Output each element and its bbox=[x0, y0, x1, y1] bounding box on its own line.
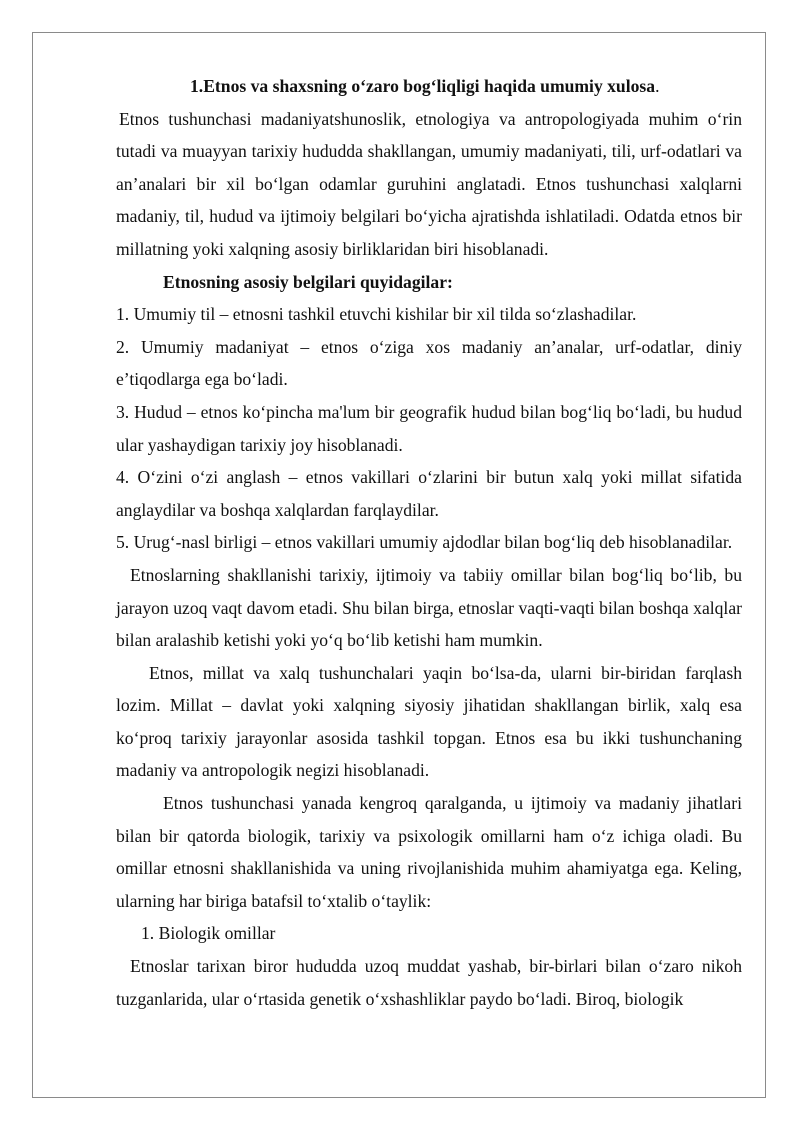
document-body bbox=[116, 70, 742, 1015]
biological-heading: 1. Biologik omillar bbox=[141, 923, 276, 944]
document-title bbox=[116, 70, 742, 103]
nation-paragraph: Etnos, millat va xalq tushunchalari yaqin bo‘lsa-da, ularni bir-biridan farqlash lozim. Millat – davlat yoki xalqning siyosiy jihatidan shakllangan birlik, xalq esa ko‘proq tarixiy jarayonlar asosida tashkil topgan. Etnos esa bu ikki tushunchaning madaniy va antropologik negizi hisoblanadi. bbox=[116, 662, 742, 781]
features-heading: Etnosning asosiy belgilari quyidagilar: bbox=[163, 271, 453, 292]
formation-paragraph: Etnoslarning shakllanishi tarixiy, ijtimoiy va tabiiy omillar bilan bog‘liq bo‘lib, bu jarayon uzoq vaqt davom etadi. Shu bilan birga, etnoslar vaqti-vaqti bilan boshqa xalqlar bilan aralashib ketishi yoki yo‘q bo‘lib ketishi ham mumkin. bbox=[116, 564, 742, 651]
feature-item-1: 1. Umumiy til – etnosni tashkil etuvchi kishilar bir xil tilda so‘zlashadilar. bbox=[116, 304, 637, 325]
feature-item-4: 4. O‘zini o‘zi anglash – etnos vakillari o‘zlarini bir butun xalq yoki millat sifatida anglaydilar va boshqa xalqlardan farqlaydilar. bbox=[116, 467, 742, 520]
biological-paragraph: Etnoslar tarixan biror hududda uzoq muddat yashab, bir-birlari bilan o‘zaro nikoh tuzganlarida, ular o‘rtasida genetik o‘xshashliklar paydo bo‘ladi. Biroq, biologik bbox=[116, 956, 742, 1009]
title-text: 1.Etnos va shaxsning o‘zaro bog‘liqligi haqida umumiy xulosa bbox=[190, 76, 656, 96]
feature-item-5: 5. Urug‘-nasl birligi – etnos vakillari umumiy ajdodlar bilan bog‘liq deb hisoblanadilar. bbox=[116, 532, 733, 553]
broader-paragraph: Etnos tushunchasi yanada kengroq qaralganda, u ijtimoiy va madaniy jihatlari bilan bir qatorda biologik, tarixiy va psixologik omillarni ham o‘z ichiga oladi. Bu omillar etnosni shakllanishida va uning rivojlanishida muhim ahamiyatga ega. Keling, ularning har biriga batafsil to‘xtalib o‘taylik: bbox=[116, 793, 742, 911]
title-period: . bbox=[655, 76, 660, 96]
intro-paragraph: Etnos tushunchasi madaniyatshunoslik, etnologiya va antropologiyada muhim o‘rin tutadi va muayyan tarixiy hududda shakllangan, umumiy madaniyati, tili, urf-odatlari va an’analari bir xil bo‘lgan odamlar guruhini anglatadi. Etnos tushunchasi xalqlarni madaniy, til, hudud va ijtimoiy belgilari bo‘yicha ajratishda ishlatiladi. Odatda etnos bir millatning yoki xalqning asosiy birliklaridan biri hisoblanadi. bbox=[116, 108, 742, 259]
feature-item-3: 3. Hudud – etnos ko‘pincha ma'lum bir geografik hudud bilan bog‘liq bo‘ladi, bu hudud ular yashaydigan tarixiy joy hisoblanadi. bbox=[116, 401, 742, 455]
feature-item-2: 2. Umumiy madaniyat – etnos o‘ziga xos madaniy an’analar, urf-odatlar, diniy e’tiqodlarga ega bo‘ladi. bbox=[116, 336, 742, 390]
